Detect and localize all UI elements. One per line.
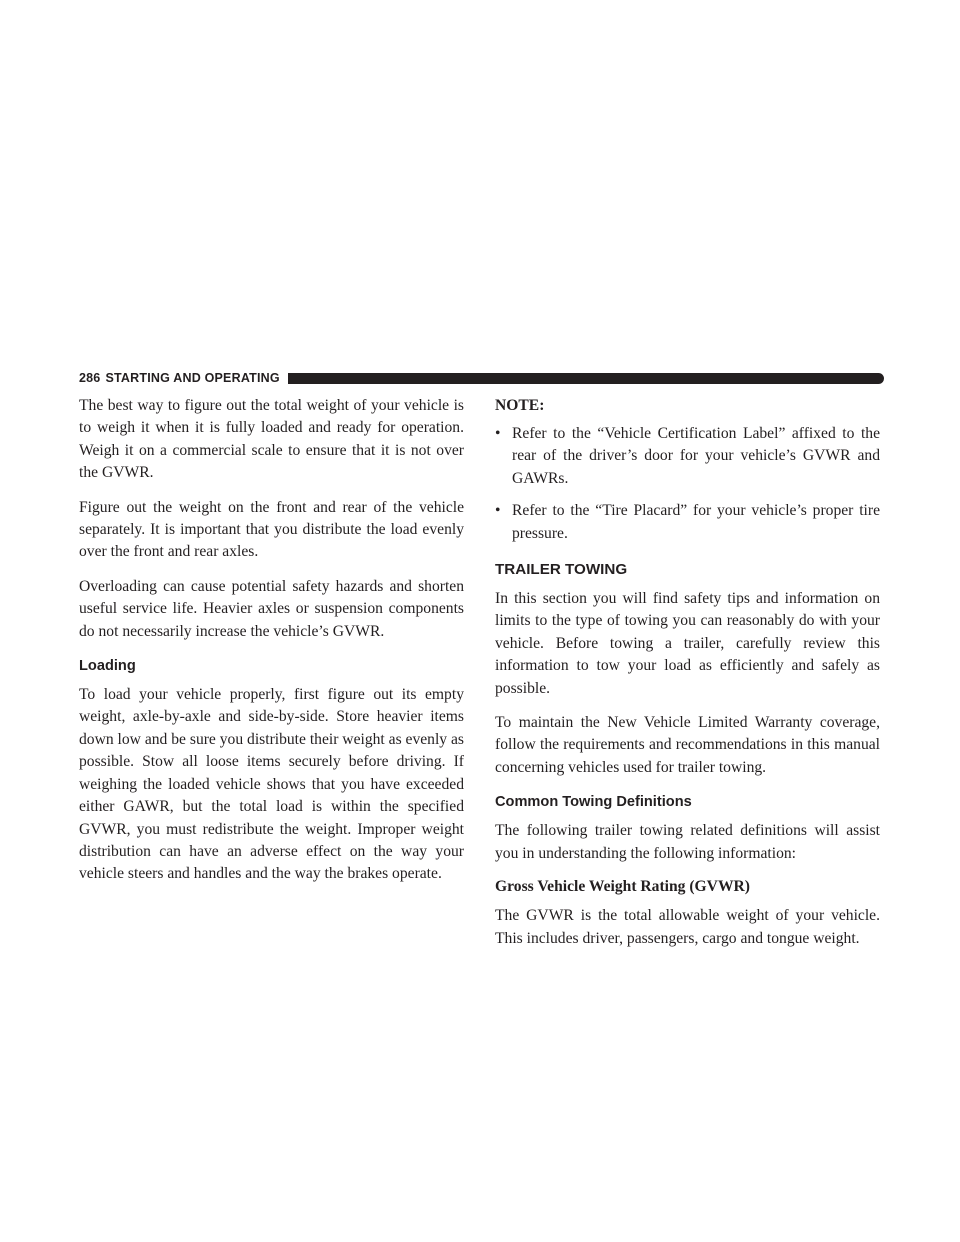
note-item-text: Refer to the “Tire Placard” for your vehicle’s proper tire pressure. xyxy=(512,502,880,542)
loading-paragraph: To load your vehicle properly, first figure out its empty weight, axle-by-axle and side-by-side. Store heavier items down low and be sure you distribute their weight as evenly as possible. Stow all loose items securely before driving. If weighing the loaded vehicle shows that you have exceeded either GAWR, but the total load is within the specified GVWR, you must redistribute the weight. Improper weight distribution can have an adverse effect on the way your vehicle steers and handles and the way the brakes operate. xyxy=(79,686,464,883)
note-item xyxy=(495,500,880,545)
left-column xyxy=(79,395,464,898)
axle-weight-paragraph: Figure out the weight on the front and rear of the vehicle separately. It is important that you distribute the load evenly over the front and rear axles. xyxy=(79,498,464,561)
note-label: NOTE: xyxy=(495,397,545,414)
right-column xyxy=(495,395,880,962)
page-number: 286 xyxy=(79,371,101,385)
loading-heading: Loading xyxy=(79,658,136,675)
definitions-heading: Common Towing Definitions xyxy=(495,794,692,811)
section-title: STARTING AND OPERATING xyxy=(105,371,280,385)
bullet-icon: • xyxy=(495,502,501,520)
page-header xyxy=(79,370,884,386)
definitions-paragraph: The following trailer towing related definitions will assist you in understanding the following information: xyxy=(495,822,880,862)
bullet-icon: • xyxy=(495,425,501,442)
overloading-paragraph: Overloading can cause potential safety hazards and shorten useful service life. Heavier axles or suspension components do not necessarily increase the vehicle’s GVWR. xyxy=(79,577,464,640)
trailer-towing-heading: TRAILER TOWING xyxy=(495,561,628,579)
warranty-paragraph: To maintain the New Vehicle Limited Warranty coverage, follow the requirements and recommendations in this manual concerning vehicles used for trailer towing. xyxy=(495,714,880,776)
note-item-text: Refer to the “Vehicle Certification Label” affixed to the rear of the driver’s door for your vehicle’s GVWR and GAWRs. xyxy=(512,425,880,487)
header-rule-bar xyxy=(288,373,884,384)
gvwr-heading: Gross Vehicle Weight Rating (GVWR) xyxy=(495,878,750,896)
note-item xyxy=(495,423,880,490)
trailer-towing-paragraph: In this section you will find safety tips and information on limits to the type of towing you can reasonably do with your vehicle. Before towing a trailer, carefully review this information to tow your load as efficiently and safely as possible. xyxy=(495,590,880,697)
note-list xyxy=(495,423,880,545)
total-weight-paragraph: The best way to figure out the total weight of your vehicle is to weigh it when it is fully loaded and ready for operation. Weigh it on a commercial scale to ensure that it is not over the GVWR. xyxy=(79,397,464,482)
gvwr-paragraph: The GVWR is the total allowable weight of your vehicle. This includes driver, passengers, cargo and tongue weight. xyxy=(495,907,880,947)
